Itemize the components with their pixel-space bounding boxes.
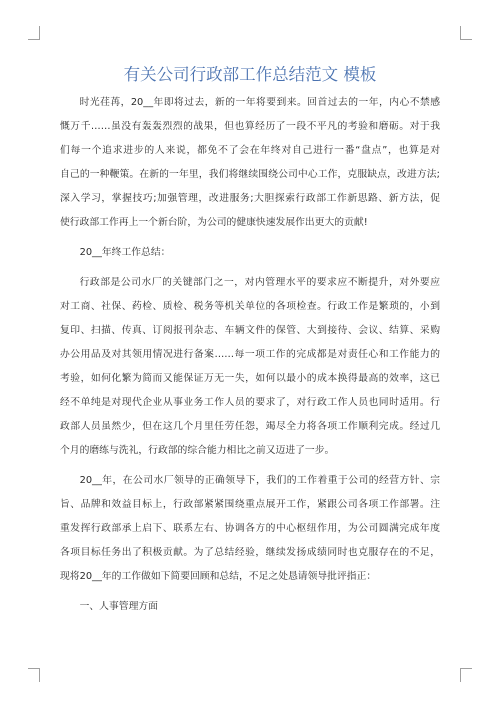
text-line: 政部人员虽然少，但在这几个月里任劳任怨，竭尽全力将各项工作顺利完成。经过几: [60, 421, 440, 432]
text-line: 一、人事管理方面: [79, 601, 158, 612]
paragraph-year-summary-heading: [60, 241, 440, 265]
crop-mark-bottom-right: [460, 668, 472, 682]
text-line: 各项目标任务出了积极贡献。为了总结经验，继续发扬成绩同时也克服存在的不足，: [60, 547, 440, 558]
text-line: 个月的磨练与洗礼，行政部的综合能力相比之前又迈进了一步。: [60, 445, 335, 456]
text-line: 们每一个追求进步的人来说，都免不了会在年终对自己进行一番“盘点”，也算是对: [60, 145, 440, 156]
text-line: 慨万千……虽没有轰轰烈烈的战果，但也算经历了一段不平凡的考验和磨砺。对于我: [60, 121, 440, 132]
text-line: 20__年，在公司水厂领导的正确领导下，我们的工作着重于公司的经营方针、宗: [79, 475, 440, 486]
text-line: 深入学习，掌握技巧;加强管理，改进服务;大胆探索行政部工作新思路、新方法，促: [60, 193, 440, 204]
text-line: 20__年终工作总结：: [79, 247, 171, 258]
paragraph-year-review: [60, 469, 440, 589]
document-body: [60, 91, 440, 625]
text-line: 时光荏苒，20__年即将过去，新的一年将要到来。回首过去的一年，内心不禁感: [79, 97, 440, 108]
document-title: 有关公司行政部工作总结范文 模板: [123, 65, 377, 84]
text-line: 重发挥行政部承上启下、联系左右、协调各方的中心枢纽作用，为公司圆满完成年度: [60, 523, 440, 534]
section-heading-hr-management: [60, 595, 440, 619]
crop-mark-top-right: [460, 26, 472, 40]
paragraph-intro: [60, 91, 440, 235]
text-line: 对工商、社保、药检、质检、税务等机关单位的各项检查。行政工作是繁琐的，小到: [60, 301, 440, 312]
text-line: 复印、扫描、传真、订阅报刊杂志、车辆文件的保管、大到接待、会议、结算、采购: [60, 325, 440, 336]
crop-mark-top-left: [28, 26, 40, 40]
text-line: 自己的一种鞭策。在新的一年里，我们将继续围绕公司中心工作，克服缺点，改进方法;: [60, 169, 440, 180]
text-line: 办公用品及对其领用情况进行备案……每一项工作的完成都是对责任心和工作能力的: [60, 349, 440, 360]
crop-mark-bottom-left: [28, 668, 40, 682]
text-line: 使行政部工作再上一个新台阶，为公司的健康快速发展作出更大的贡献!: [60, 217, 368, 228]
text-line: 现将20__年的工作做如下简要回顾和总结，不足之处恳请领导批评指正：: [60, 571, 377, 582]
text-line: 旨、品牌和效益目标上，行政部紧紧围绕重点展开工作，紧跟公司各项工作部署。注: [60, 499, 440, 510]
text-line: 考验，如何化繁为简而又能保证万无一失，如何以最小的成本换得最高的效率，这已: [60, 373, 440, 384]
text-line: 行政部是公司水厂的关键部门之一，对内管理水平的要求应不断提升，对外要应: [79, 277, 440, 288]
text-line: 经不单纯是对现代企业从事业务工作人员的要求了，对行政工作人员也同时适用。行: [60, 397, 440, 408]
paragraph-department-overview: [60, 271, 440, 463]
